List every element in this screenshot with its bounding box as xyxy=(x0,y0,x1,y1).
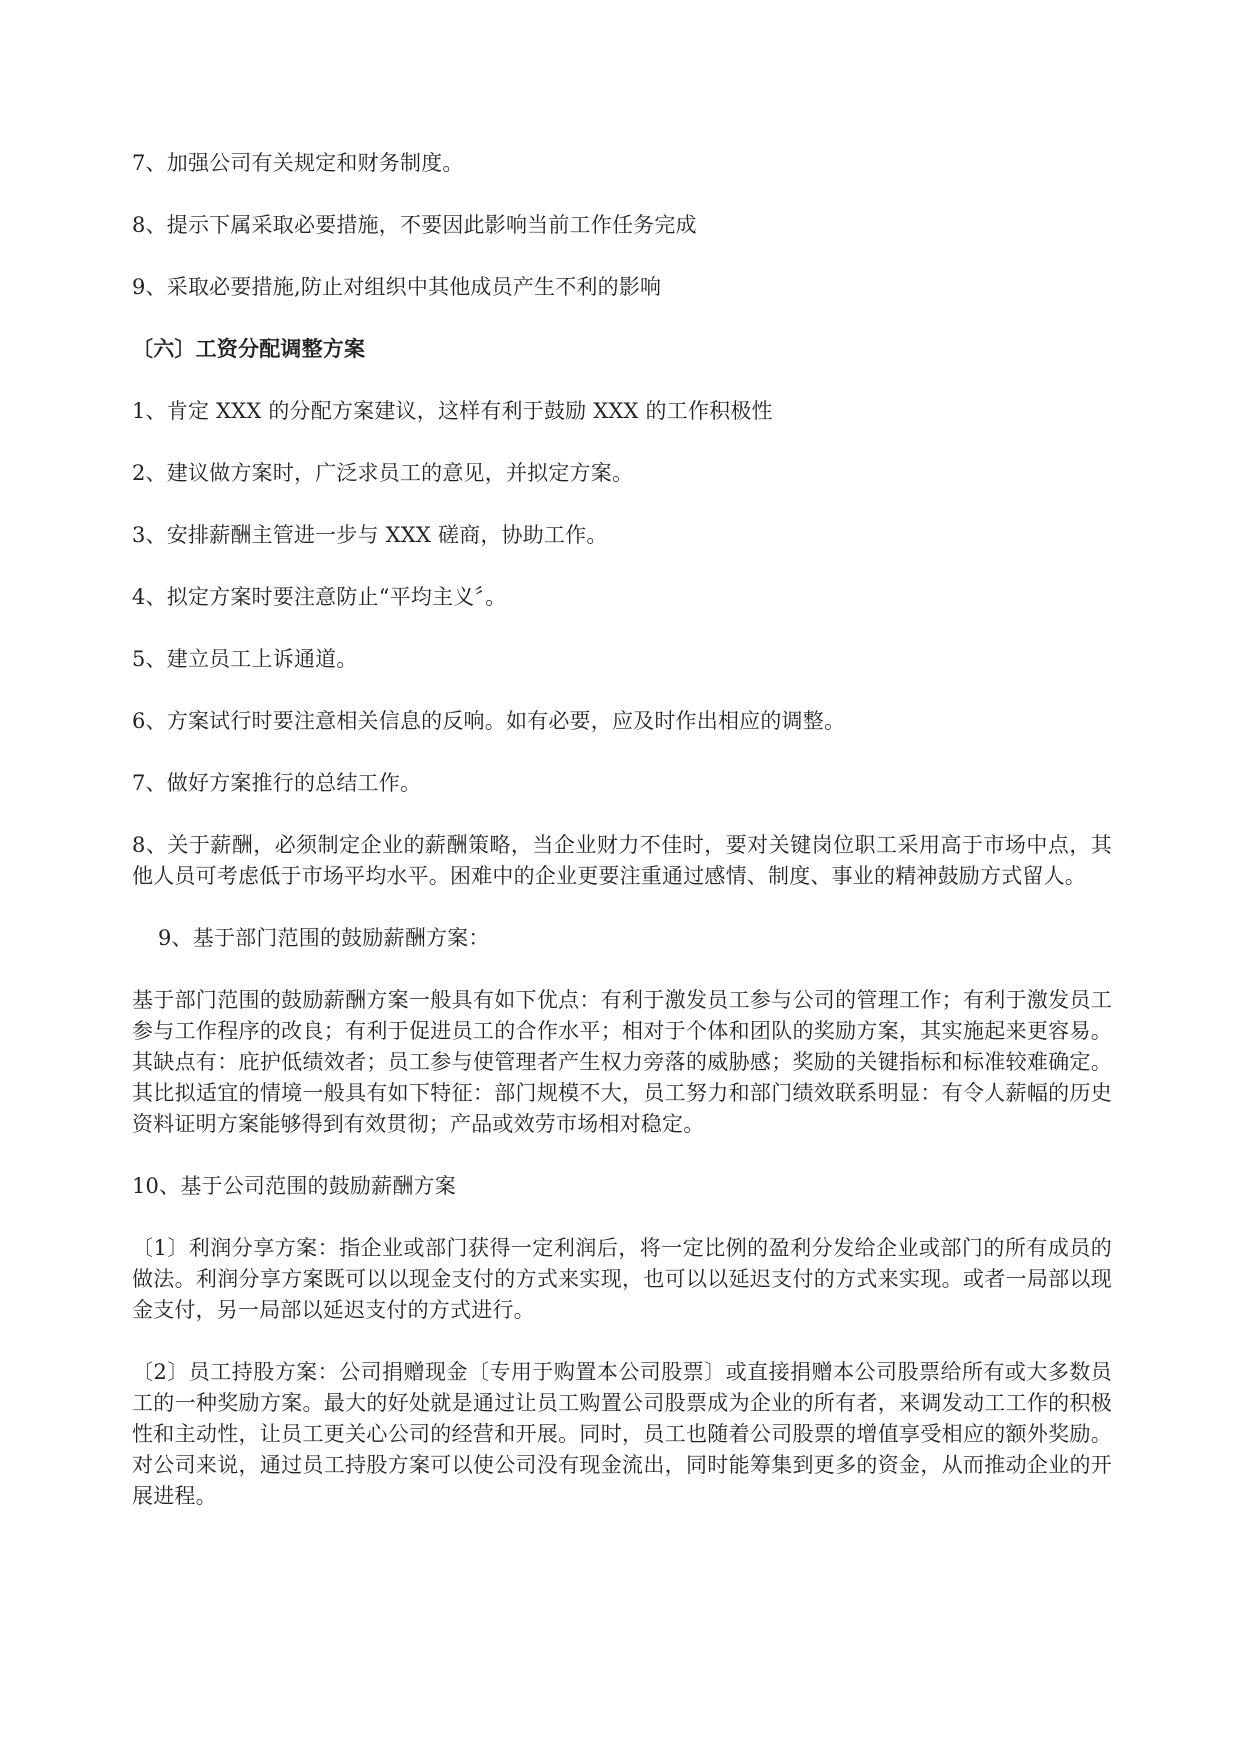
paragraph-employee-stock-ownership: 〔2〕员工持股方案：公司捐赠现金〔专用于购置本公司股票〕或直接捐赠本公司股票给所有或大多数员工的一种奖励方案。最大的好处就是通过让员工购置公司股票成为企业的所有者，来调发动工工作的积极性和主动性，让员工更关心公司的经营和开展。同时，员工也随着公司股票的增值享受相应的额外奖励。对公司来说，通过员工持股方案可以使公司没有现金流出，同时能筹集到更多的资金，从而推动企业的开展进程。 xyxy=(132,1360,1112,1508)
paragraph-item-3: 3、安排薪酬主管进一步与 XXX 磋商，协助工作。 xyxy=(132,523,608,547)
paragraph-item-1: 1、肯定 XXX 的分配方案建议，这样有利于鼓励 XXX 的工作积极性 xyxy=(132,399,773,423)
paragraph-item-8: 8、提示下属采取必要措施，不要因此影响当前工作任务完成 xyxy=(132,213,697,237)
paragraph-item-10: 10、基于公司范围的鼓励薪酬方案 xyxy=(132,1174,456,1198)
document-body xyxy=(132,148,1112,1543)
paragraph-item-5: 5、建立员工上诉通道。 xyxy=(132,647,358,671)
paragraph-item-6: 6、方案试行时要注意相关信息的反响。如有必要，应及时作出相应的调整。 xyxy=(132,709,846,733)
paragraph-department-incentive-body: 基于部门范围的鼓励薪酬方案一般具有如下优点：有利于激发员工参与公司的管理工作；有利于激发员工参与工作程序的改良；有利于促进员工的合作水平；相对于个体和团队的奖励方案，其实施起来更容易。其缺点有：庇护低绩效者；员工参与使管理者产生权力旁落的威胁感；奖励的关键指标和标准较难确定。其比拟适宜的情境一般具有如下特征：部门规模不大，员工努力和部门绩效联系明显：有令人薪幅的历史资料证明方案能够得到有效贯彻；产品或效劳市场相对稳定。 xyxy=(132,988,1112,1136)
paragraph-item-7b: 7、做好方案推行的总结工作。 xyxy=(132,771,422,795)
paragraph-item-7: 7、加强公司有关规定和财务制度。 xyxy=(132,151,464,175)
paragraph-item-8b: 8、关于薪酬，必须制定企业的薪酬策略，当企业财力不佳时，要对关键岗位职工采用高于市场中点，其他人员可考虑低于市场平均水平。困难中的企业更要注重通过感情、制度、事业的精神鼓励方式留人。 xyxy=(132,833,1112,888)
paragraph-profit-sharing: 〔1〕利润分享方案：指企业或部门获得一定利润后，将一定比例的盈利分发给企业或部门的所有成员的做法。利润分享方案既可以以现金支付的方式来实现，也可以以延迟支付的方式来实现。或者一局部以现金支付，另一局部以延迟支付的方式进行。 xyxy=(132,1236,1112,1322)
paragraph-item-9b: 9、基于部门范围的鼓励薪酬方案： xyxy=(158,926,490,950)
paragraph-item-4: 4、拟定方案时要注意防止“平均主义〞。 xyxy=(132,585,507,609)
paragraph-item-9: 9、采取必要措施,防止对组织中其他成员产生不利的影响 xyxy=(132,275,662,299)
paragraph-item-2: 2、建议做方案时，广泛求员工的意见，并拟定方案。 xyxy=(132,461,634,485)
section-heading: 〔六〕工资分配调整方案 xyxy=(132,337,366,361)
